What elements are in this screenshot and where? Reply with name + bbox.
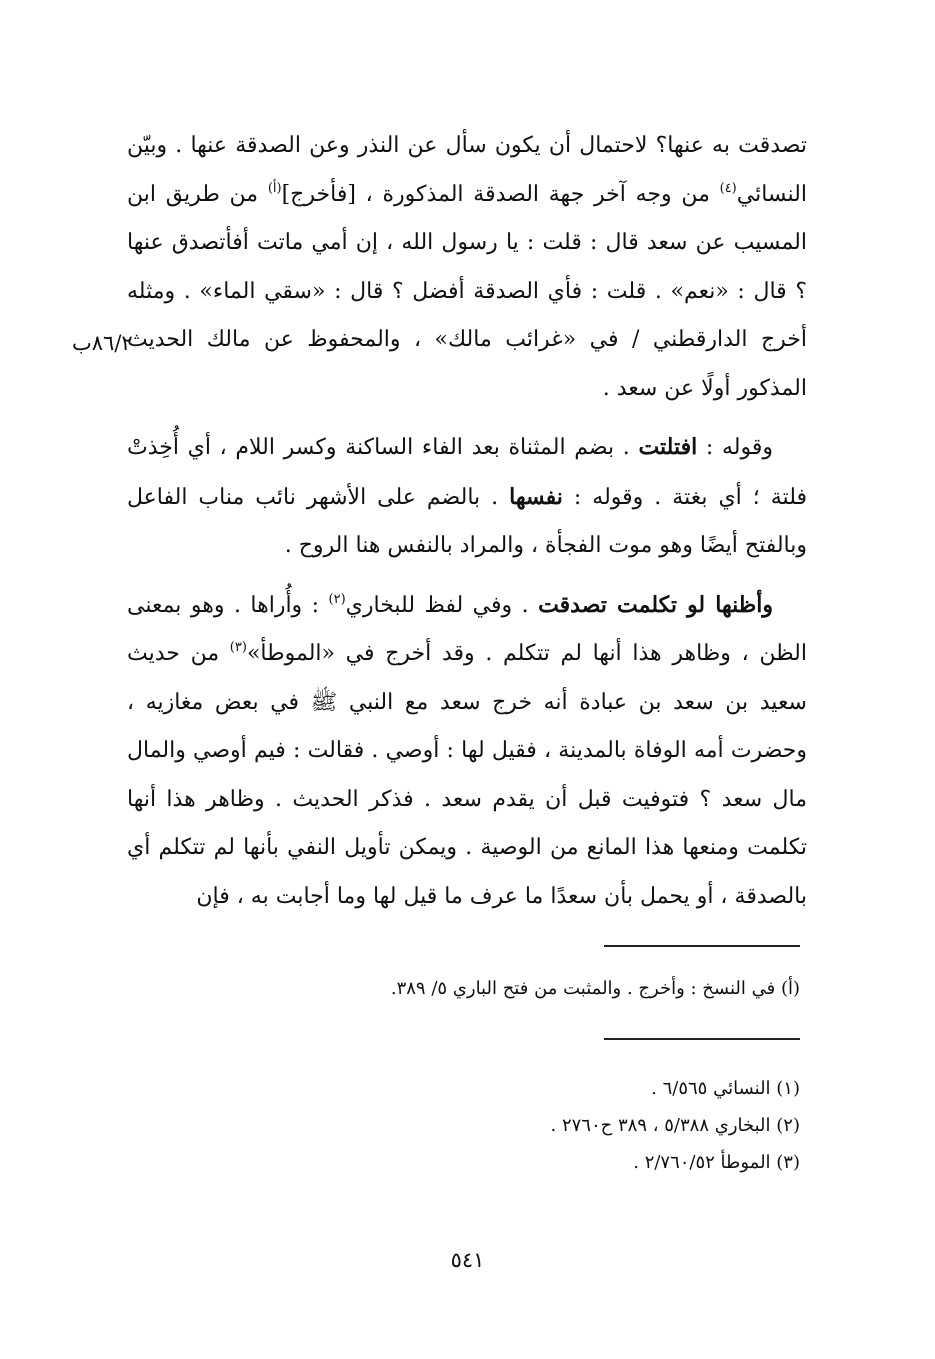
footnote-ref-2[interactable]: (٢) bbox=[328, 591, 346, 607]
paragraph-3-segment: : وأُراها . وهو بمعنى الظن ، وظاهر هذا أنها لم تتكلم . وقد أخرج في «الموطأ» bbox=[127, 592, 807, 666]
note-divider bbox=[604, 945, 800, 947]
paragraph-1-segment: تصدقت به عنها؟ لاحتمال أن يكون سأل عن النذر وعن الصدقة عنها . وبيّن النسائي bbox=[127, 133, 807, 207]
footnotes bbox=[140, 1070, 800, 1181]
footnote-ref-3[interactable]: (٣) bbox=[229, 640, 247, 655]
paragraph-3-segment: من حديث سعيد بن سعد بن عبادة أنه خرج سعد مع النبي ﷺ في بعض مغازيه ، وحضرت أمه الوفاة بالمدينة ، فقيل لها : أوصي . فقالت : فيم أوصي والمال مال سعد ؟ فتوفيت قبل أن يقدم سعد . فذكر الحديث . وظاهر هذا أنها تكلمت ومنعها هذا المانع من الوصية . ويمكن تأويل النفي بأنها لم تتكلم أي بالصدقة ، أو يحمل بأن سعدًا ما عرف ما قيل لها وما أجابت به ، فإن bbox=[127, 641, 807, 909]
footnote-item: (١) النسائي ٦/٥٦٥ . bbox=[651, 1078, 800, 1099]
keyword-nafsaha: نفسها bbox=[509, 483, 563, 510]
paragraph-2-segment: . بالضم على الأشهر نائب مناب الفاعل وبالفتح أيضًا وهو موت الفجأة ، والمراد بالنفس هنا الروح . bbox=[127, 484, 807, 558]
manuscript-folio-marker: ٨٦/٢ب bbox=[72, 331, 133, 355]
footnote-ref-4[interactable]: (٤) bbox=[719, 180, 737, 196]
main-text bbox=[127, 122, 807, 921]
footnote-item: (٣) الموطأ ٢/٧٦٠/٥٢ . bbox=[633, 1152, 800, 1173]
paragraph-3-segment: . وفي لفظ للبخاري bbox=[345, 592, 539, 618]
textual-note-ref-a[interactable]: (أ) bbox=[267, 180, 282, 196]
page-number: ٥٤١ bbox=[450, 1248, 485, 1272]
paragraph-3 bbox=[127, 581, 807, 922]
paragraph-2-segment: وقوله : bbox=[697, 435, 773, 460]
textual-note: (أ) في النسخ : وأخرج . والمثبت من فتح الباري ٥/ ٣٨٩. bbox=[390, 978, 800, 999]
paragraph-1-segment: من وجه آخر جهة الصدقة المذكورة ، [فأخرج] bbox=[281, 181, 720, 207]
footnote-item: (٢) البخاري ٥/٣٨٨ ، ٣٨٩ ح٢٧٦٠ . bbox=[550, 1115, 800, 1136]
paragraph-2-segment: . بضم المثناة بعد الفاء الساكنة وكسر اللام ، أي أُخِذتْ فلتة ؛ أي بغتة . وقوله : bbox=[127, 435, 807, 510]
keyword-iftultat: افتلتت bbox=[638, 434, 698, 460]
paragraph-2 bbox=[127, 423, 807, 571]
hadith-phrase: وأظنها لو تكلمت تصدقت bbox=[538, 591, 773, 618]
paragraph-1-segment: من طريق ابن المسيب عن سعد قال : قلت : يا رسول الله ، إن أمي ماتت أفأتصدق عنها ؟ قال : «نعم» . قلت : فأي الصدقة أفضل ؟ قال : «سقي الماء» . ومثله أخرج الدارقطني / في «غرائب مالك» ، والمحفوظ عن مالك الحديث المذكور أولًا عن سعد . bbox=[127, 181, 807, 401]
footnote-divider bbox=[604, 1038, 800, 1040]
paragraph-1 bbox=[127, 122, 807, 413]
